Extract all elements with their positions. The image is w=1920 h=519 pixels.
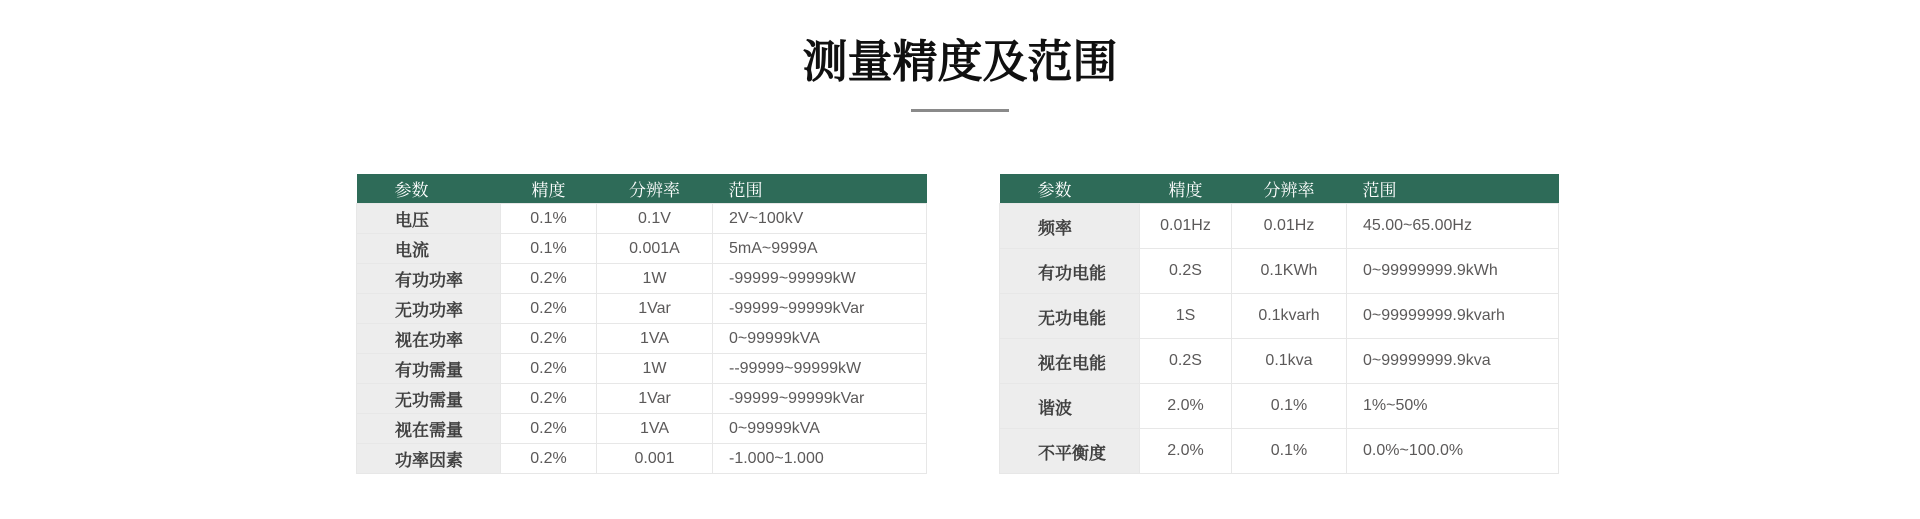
left-table-header-row bbox=[357, 174, 927, 204]
table-cell: 0.2% bbox=[501, 354, 597, 384]
table-cell: 0.2% bbox=[501, 264, 597, 294]
table-cell: 功率因素 bbox=[357, 444, 501, 474]
table-cell: 无功功率 bbox=[357, 294, 501, 324]
table-cell: 0~99999999.9kWh bbox=[1347, 249, 1559, 294]
table-cell: 0.2% bbox=[501, 294, 597, 324]
table-cell: 电压 bbox=[357, 204, 501, 234]
table-cell: 视在功率 bbox=[357, 324, 501, 354]
table-cell: 1Var bbox=[597, 384, 713, 414]
table-cell: 不平衡度 bbox=[1000, 429, 1140, 474]
table-cell: 0.2S bbox=[1140, 339, 1232, 384]
table-cell: 0.2% bbox=[501, 324, 597, 354]
table-row bbox=[1000, 204, 1559, 249]
table-cell: 0.1% bbox=[501, 234, 597, 264]
table-cell: --99999~99999kW bbox=[713, 354, 927, 384]
table-cell: 0.1kva bbox=[1232, 339, 1347, 384]
table-cell: 0.2S bbox=[1140, 249, 1232, 294]
table-cell: 有功需量 bbox=[357, 354, 501, 384]
table-row bbox=[1000, 294, 1559, 339]
table-cell: 无功需量 bbox=[357, 384, 501, 414]
page-title: 测量精度及范围 bbox=[802, 36, 1118, 87]
table-cell: 1Var bbox=[597, 294, 713, 324]
column-header: 分辨率 bbox=[597, 174, 713, 204]
table-cell: 0.2% bbox=[501, 444, 597, 474]
left-table-body bbox=[357, 204, 927, 474]
table-cell: -99999~99999kVar bbox=[713, 384, 927, 414]
table-cell: 1W bbox=[597, 264, 713, 294]
table-cell: -99999~99999kW bbox=[713, 264, 927, 294]
table-row bbox=[1000, 429, 1559, 474]
right-table-header-row bbox=[1000, 174, 1559, 204]
table-cell: 0.001 bbox=[597, 444, 713, 474]
table-cell: 谐波 bbox=[1000, 384, 1140, 429]
table-row bbox=[357, 354, 927, 384]
table-cell: 有功电能 bbox=[1000, 249, 1140, 294]
column-header: 参数 bbox=[1000, 174, 1140, 204]
table-row bbox=[357, 234, 927, 264]
table-cell: 1%~50% bbox=[1347, 384, 1559, 429]
table-cell: 0.1V bbox=[597, 204, 713, 234]
table-cell: 0.1% bbox=[1232, 429, 1347, 474]
column-header: 精度 bbox=[501, 174, 597, 204]
table-cell: 电流 bbox=[357, 234, 501, 264]
table-cell: 2.0% bbox=[1140, 384, 1232, 429]
table-row bbox=[357, 414, 927, 444]
table-cell: 0.01Hz bbox=[1232, 204, 1347, 249]
column-header: 参数 bbox=[357, 174, 501, 204]
table-row bbox=[357, 384, 927, 414]
table-cell: 0.001A bbox=[597, 234, 713, 264]
title-divider bbox=[911, 109, 1009, 112]
table-cell: 0.01Hz bbox=[1140, 204, 1232, 249]
table-cell: 视在电能 bbox=[1000, 339, 1140, 384]
table-cell: 有功功率 bbox=[357, 264, 501, 294]
table-row bbox=[357, 294, 927, 324]
table-cell: 0.1KWh bbox=[1232, 249, 1347, 294]
table-cell: 2.0% bbox=[1140, 429, 1232, 474]
table-cell: 0~99999999.9kvarh bbox=[1347, 294, 1559, 339]
table-row bbox=[1000, 384, 1559, 429]
table-cell: 0.1kvarh bbox=[1232, 294, 1347, 339]
column-header: 分辨率 bbox=[1232, 174, 1347, 204]
table-cell: 0.0%~100.0% bbox=[1347, 429, 1559, 474]
table-cell: -99999~99999kVar bbox=[713, 294, 927, 324]
table-cell: 无功电能 bbox=[1000, 294, 1140, 339]
table-row bbox=[1000, 249, 1559, 294]
table-cell: 2V~100kV bbox=[713, 204, 927, 234]
table-cell: 0~99999999.9kva bbox=[1347, 339, 1559, 384]
table-row bbox=[357, 204, 927, 234]
table-cell: 5mA~9999A bbox=[713, 234, 927, 264]
column-header: 范围 bbox=[713, 174, 927, 204]
table-row bbox=[1000, 339, 1559, 384]
right-table-body bbox=[1000, 204, 1559, 474]
right-spec-table bbox=[999, 174, 1559, 474]
table-cell: 0.1% bbox=[1232, 384, 1347, 429]
table-cell: 1W bbox=[597, 354, 713, 384]
column-header: 范围 bbox=[1347, 174, 1559, 204]
table-cell: 0.2% bbox=[501, 384, 597, 414]
table-cell: 视在需量 bbox=[357, 414, 501, 444]
left-spec-table bbox=[356, 174, 927, 474]
table-cell: 频率 bbox=[1000, 204, 1140, 249]
table-cell: 45.00~65.00Hz bbox=[1347, 204, 1559, 249]
table-cell: 1S bbox=[1140, 294, 1232, 339]
table-row bbox=[357, 444, 927, 474]
table-cell: 0~99999kVA bbox=[713, 414, 927, 444]
table-cell: 0.1% bbox=[501, 204, 597, 234]
table-cell: 0.2% bbox=[501, 414, 597, 444]
column-header: 精度 bbox=[1140, 174, 1232, 204]
table-cell: 1VA bbox=[597, 324, 713, 354]
table-row bbox=[357, 324, 927, 354]
table-row bbox=[357, 264, 927, 294]
table-cell: -1.000~1.000 bbox=[713, 444, 927, 474]
table-cell: 1VA bbox=[597, 414, 713, 444]
table-cell: 0~99999kVA bbox=[713, 324, 927, 354]
